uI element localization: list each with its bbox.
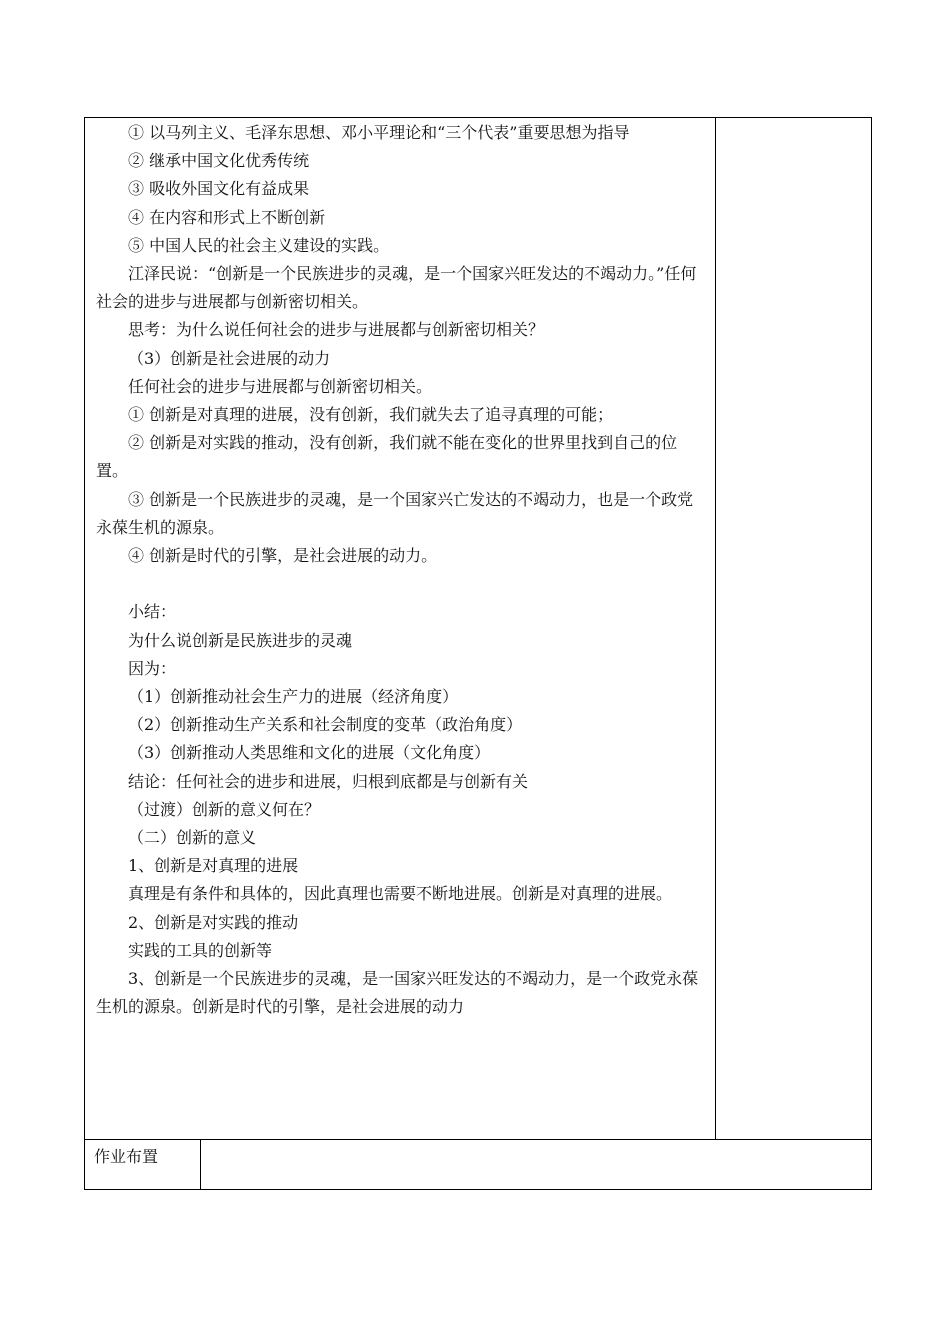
paragraph: ③ 吸收外国文化有益成果 xyxy=(128,179,310,199)
lesson-content xyxy=(96,119,708,1021)
paragraph: ④ 在内容和形式上不断创新 xyxy=(128,207,326,227)
paragraph: 任何社会的进步与进展都与创新密切相关。 xyxy=(128,376,433,396)
homework-label: 作业布置 xyxy=(94,1147,159,1166)
paragraph: 思考：为什么说任何社会的进步与进展都与创新密切相关？ xyxy=(128,320,545,340)
paragraph: ④ 创新是时代的引擎，是社会进展的动力。 xyxy=(128,546,438,566)
paragraph: ② 继承中国文化优秀传统 xyxy=(128,151,310,171)
paragraph: 因为： xyxy=(128,658,177,678)
paragraph: （1）创新推动社会生产力的进展（经济角度） xyxy=(128,687,459,707)
paragraph: 3、创新是一个民族进步的灵魂，是一国家兴旺发达的不竭动力，是一个政党永葆生机的源泉。创新是时代的引擎，是社会进展的动力 xyxy=(96,969,699,1017)
paragraph: （过渡）创新的意义何在？ xyxy=(128,799,321,819)
paragraph: ① 创新是对真理的进展，没有创新，我们就失去了追寻真理的可能； xyxy=(128,405,614,425)
paragraph: ③ 创新是一个民族进步的灵魂，是一个国家兴亡发达的不竭动力，也是一个政党永葆生机的源泉。 xyxy=(96,489,694,537)
paragraph: 江泽民说：“创新是一个民族进步的灵魂，是一个国家兴旺发达的不竭动力。”任何社会的进步与进展都与创新密切相关。 xyxy=(96,264,697,312)
paragraph: ② 创新是对实践的推动，没有创新，我们就不能在变化的世界里找到自己的位置。 xyxy=(96,433,678,481)
paragraph: （2）创新推动生产关系和社会制度的变革（政治角度） xyxy=(128,715,523,735)
paragraph: 小结： xyxy=(128,602,177,622)
paragraph: 真理是有条件和具体的，因此真理也需要不断地进展。创新是对真理的进展。 xyxy=(128,884,673,904)
table-row-divider xyxy=(84,1139,872,1140)
paragraph: ① 以马列主义、毛泽东思想、邓小平理论和“三个代表”重要思想为指导 xyxy=(128,123,630,142)
paragraph: 为什么说创新是民族进步的灵魂 xyxy=(128,630,353,650)
paragraph: 2、创新是对实践的推动 xyxy=(128,912,299,932)
table-column-divider xyxy=(715,117,716,1139)
paragraph: 实践的工具的创新等 xyxy=(128,940,273,960)
paragraph: （3）创新推动人类思维和文化的进展（文化角度） xyxy=(128,743,491,763)
paragraph: 结论：任何社会的进步和进展，归根到底都是与创新有关 xyxy=(128,771,529,791)
homework-column-divider xyxy=(200,1139,201,1190)
paragraph: ⑤ 中国人民的社会主义建设的实践。 xyxy=(128,235,390,255)
paragraph: （3）创新是社会进展的动力 xyxy=(128,348,331,368)
paragraph: 1、创新是对真理的进展 xyxy=(128,856,299,876)
paragraph: （二）创新的意义 xyxy=(128,828,257,848)
blank-line xyxy=(96,570,708,598)
